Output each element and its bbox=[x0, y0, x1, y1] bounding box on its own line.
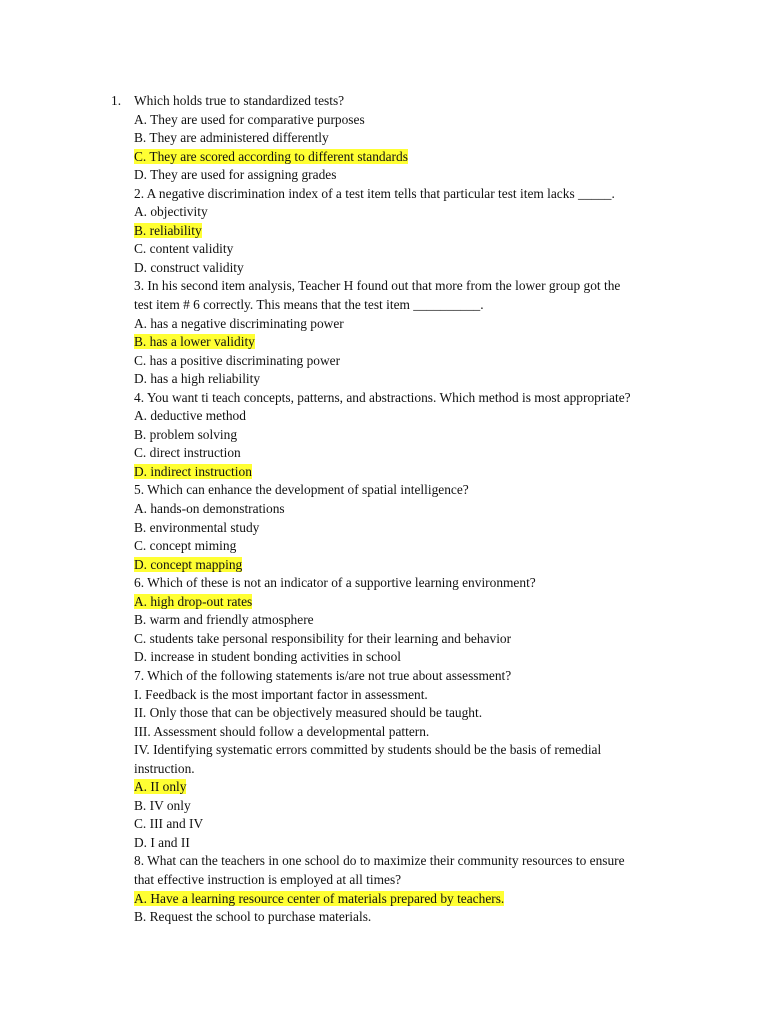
q4-option-b: B. problem solving bbox=[134, 426, 238, 442]
q8-option-b: B. Request the school to purchase materials. bbox=[134, 909, 372, 925]
q2-option-d: D. construct validity bbox=[134, 259, 244, 275]
q7-statement-2: II. Only those that can be objectively measured should be taught. bbox=[134, 705, 483, 721]
question-5: 5. Which can enhance the development of spatial intelligence? bbox=[134, 482, 469, 498]
q1-option-c bbox=[134, 148, 694, 167]
q3-option-b bbox=[134, 333, 694, 352]
question-3-line-2: test item # 6 correctly. This means that the test item __________. bbox=[134, 297, 484, 313]
q8-option-a bbox=[134, 890, 694, 909]
q1-option-d: D. They are used for assigning grades bbox=[134, 167, 337, 183]
q6-option-c: C. students take personal responsibility for their learning and behavior bbox=[134, 630, 512, 646]
q1-option-a: A. They are used for comparative purposes bbox=[134, 111, 365, 127]
question-1-text: Which holds true to standardized tests? bbox=[134, 93, 345, 108]
highlighted-answer: B. reliability bbox=[134, 222, 202, 238]
highlighted-answer: A. high drop-out rates bbox=[134, 593, 253, 609]
q6-option-d: D. increase in student bonding activities in school bbox=[134, 649, 402, 665]
q5-option-d bbox=[134, 556, 694, 575]
q7-option-d: D. I and II bbox=[134, 834, 190, 850]
q3-option-a: A. has a negative discriminating power bbox=[134, 315, 344, 331]
highlighted-answer: A. II only bbox=[134, 779, 187, 795]
q7-statement-4-line-2: instruction. bbox=[134, 760, 195, 776]
highlighted-answer: D. concept mapping bbox=[134, 556, 243, 572]
q3-option-c: C. has a positive discriminating power bbox=[134, 352, 341, 368]
question-2: 2. A negative discrimination index of a test item tells that particular test item lacks _____. bbox=[134, 185, 615, 201]
q5-option-a: A. hands-on demonstrations bbox=[134, 501, 285, 517]
q6-option-b: B. warm and friendly atmosphere bbox=[134, 612, 314, 628]
q6-option-a bbox=[134, 593, 694, 612]
highlighted-answer: D. indirect instruction bbox=[134, 463, 252, 479]
q2-option-b bbox=[134, 222, 694, 241]
q2-option-c: C. content validity bbox=[134, 241, 234, 257]
highlighted-answer: C. They are scored according to different standards bbox=[134, 148, 408, 164]
q7-statement-1: I. Feedback is the most important factor in assessment. bbox=[134, 686, 428, 702]
highlighted-answer: A. Have a learning resource center of materials prepared by teachers. bbox=[134, 890, 505, 906]
q7-statement-3: III. Assessment should follow a developmental pattern. bbox=[134, 723, 430, 739]
q7-option-a bbox=[134, 778, 694, 797]
quiz-content bbox=[111, 92, 694, 927]
q4-option-c: C. direct instruction bbox=[134, 445, 241, 461]
question-8-line-2: that effective instruction is employed at all times? bbox=[134, 871, 402, 887]
question-6: 6. Which of these is not an indicator of a supportive learning environment? bbox=[134, 575, 536, 591]
question-4: 4. You want ti teach concepts, patterns, and abstractions. Which method is most appropriate? bbox=[134, 389, 631, 405]
q5-option-b: B. environmental study bbox=[134, 519, 260, 535]
q7-option-c: C. III and IV bbox=[134, 816, 204, 832]
q7-statement-4-line-1: IV. Identifying systematic errors committed by students should be the basis of remedial bbox=[134, 742, 602, 758]
q1-option-b: B. They are administered differently bbox=[134, 130, 329, 146]
question-3-line-1: 3. In his second item analysis, Teacher H found out that more from the lower group got the bbox=[134, 278, 621, 294]
q3-option-d: D. has a high reliability bbox=[134, 371, 261, 387]
q7-option-b: B. IV only bbox=[134, 797, 191, 813]
question-1-number: 1. bbox=[111, 93, 122, 108]
q5-option-c: C. concept miming bbox=[134, 538, 237, 554]
question-7: 7. Which of the following statements is/are not true about assessment? bbox=[134, 667, 512, 683]
q2-option-a: A. objectivity bbox=[134, 204, 208, 220]
question-8-line-1: 8. What can the teachers in one school do to maximize their community resources to ensure bbox=[134, 853, 625, 869]
q4-option-d bbox=[134, 463, 694, 482]
highlighted-answer: B. has a lower validity bbox=[134, 334, 255, 350]
question-1 bbox=[111, 92, 694, 111]
q4-option-a: A. deductive method bbox=[134, 408, 246, 424]
